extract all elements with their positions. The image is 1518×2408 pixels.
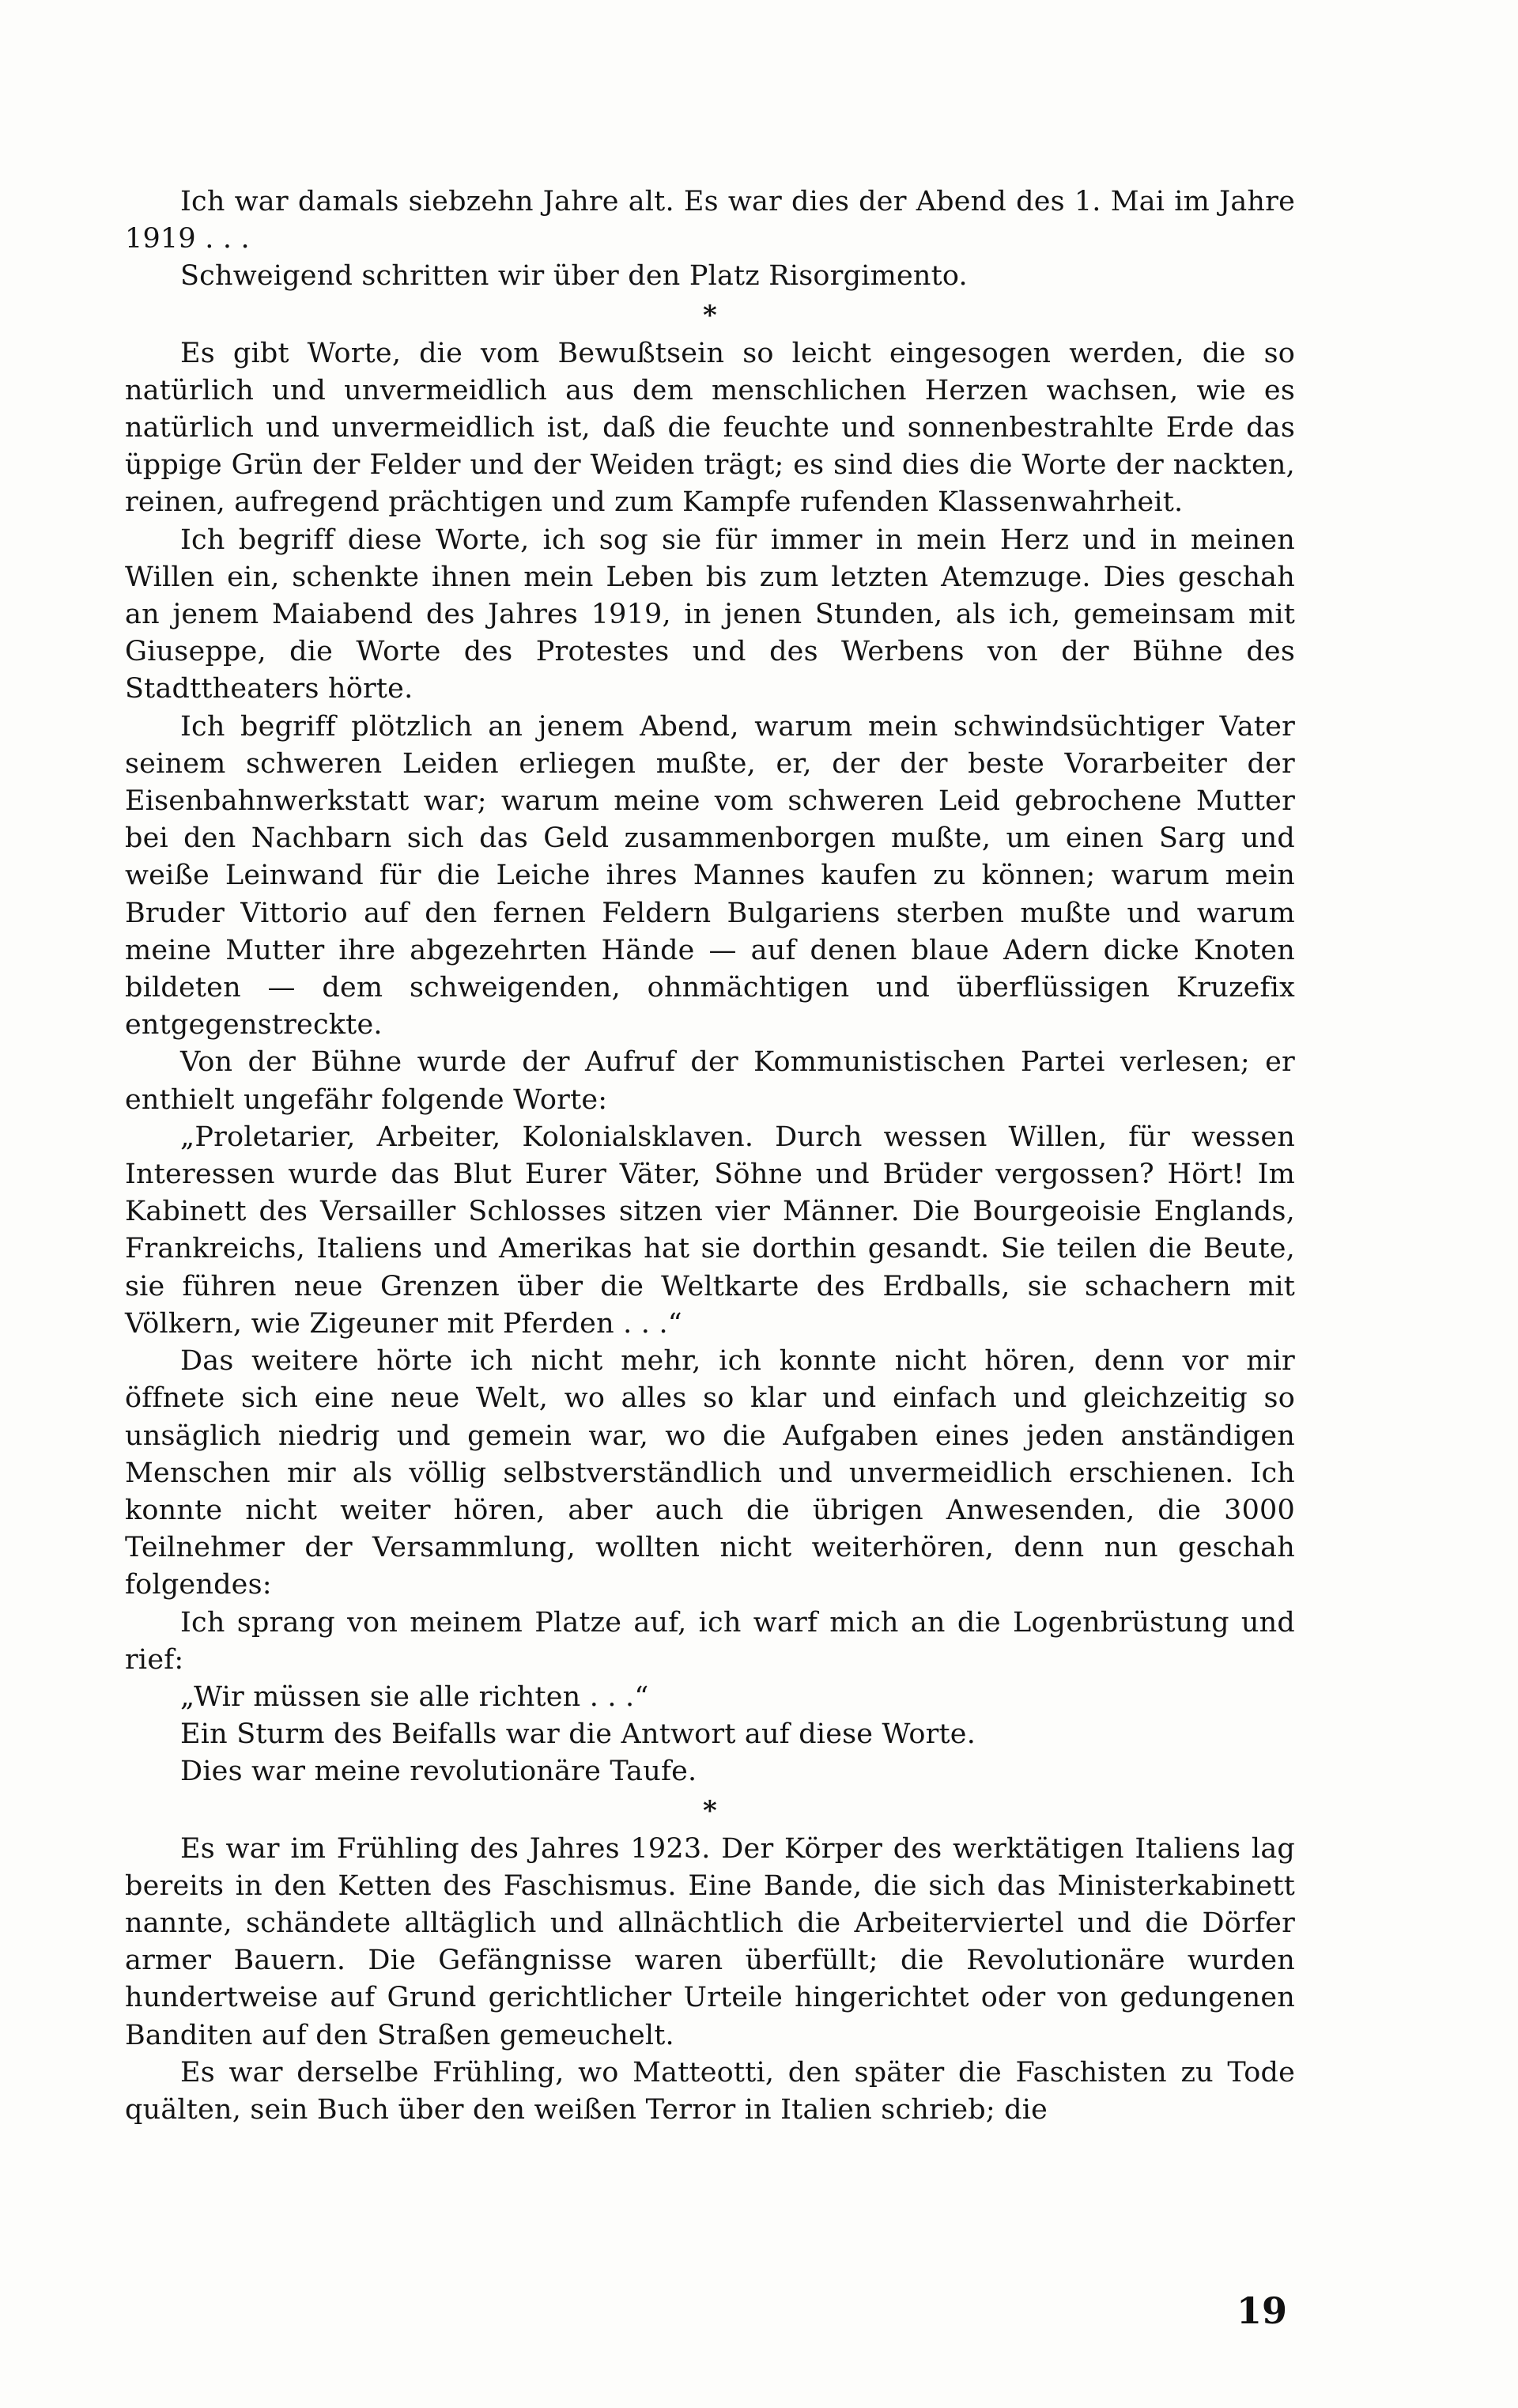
paragraph: Ein Sturm des Beifalls war die Antwort auf diese Worte. (180, 1718, 976, 1751)
paragraph: Es gibt Worte, die vom Bewußtsein so leicht eingesogen werden, die so natürlich und unvermeidlich aus dem menschlichen Herzen wachsen, wie es natürlich und unvermeidlich ist, daß die feuchte und sonnenbestrahlte Erde das üppige Grün der Felder und der Weiden trägt; es sind dies die Worte der nackten, reinen, aufregend prächtigen und zum Kampfe rufenden Klassenwahrheit. (125, 337, 1295, 519)
quote-paragraph: „Wir müssen sie alle richten . . .“ (180, 1680, 649, 1713)
section-separator: * (703, 299, 717, 331)
paragraph: Ich begriff plötzlich an jenem Abend, warum mein schwindsüchtiger Vater seinem schweren Leiden erliegen mußte, er, der der beste Vorarbeiter der Eisenbahnwerkstatt war; warum meine vom schweren Leid gebrochene Mutter bei den Nachbarn sich das Geld zusammenborgen mußte, um einen Sarg und weiße Leinwand für die Leiche ihres Mannes kaufen zu können; warum mein Bruder Vittorio auf den fernen Feldern Bulgariens sterben mußte und warum meine Mutter ihre abgezehrten Hände — auf denen blaue Adern dicke Knoten bildeten — dem schweigenden, ohnmächtigen und überflüssigen Kruzefix entgegenstreckte. (125, 710, 1295, 1041)
paragraph: Ich war damals siebzehn Jahre alt. Es war dies der Abend des 1. Mai im Jahre 1919 . . . (125, 186, 1295, 255)
body-text (125, 183, 1295, 2129)
paragraph: Es war im Frühling des Jahres 1923. Der Körper des werktätigen Italiens lag bereits in den Ketten des Faschismus. Eine Bande, die sich das Ministerkabinett nannte, schändete alltäglich und allnächtlich die Arbeiterviertel und die Dörfer armer Bauern. Die Gefängnisse waren überfüllt; die Revolutionäre wurden hundertweise auf Grund gerichtlicher Urteile hingerichtet oder von gedungenen Banditen auf den Straßen gemeuchelt. (125, 1832, 1295, 2051)
paragraph: Schweigend schritten wir über den Platz Risorgimento. (180, 260, 968, 293)
quote-paragraph: „Proletarier, Arbeiter, Kolonialsklaven. Durch wessen Willen, für wessen Interessen wurde das Blut Eurer Väter, Söhne und Brüder vergossen? Hört! Im Kabinett des Versailler Schlosses sitzen vier Männer. Die Bourgeoisie Englands, Frankreichs, Italiens und Amerikas hat sie dorthin gesandt. Sie teilen die Beute, sie führen neue Grenzen über die Weltkarte des Erdballs, sie schachern mit Völkern, wie Zigeuner mit Pferden . . .“ (125, 1121, 1295, 1340)
page-number: 19 (1236, 2289, 1287, 2332)
section-separator: * (703, 1794, 717, 1827)
paragraph: Ich begriff diese Worte, ich sog sie für immer in mein Herz und in meinen Willen ein, schenkte ihnen mein Leben bis zum letzten Atemzuge. Dies geschah an jenem Maiabend des Jahres 1919, in jenen Stunden, als ich, gemeinsam mit Giuseppe, die Worte des Protestes und des Werbens von der Bühne des Stadttheaters hörte. (125, 524, 1295, 705)
paragraph: Das weitere hörte ich nicht mehr, ich konnte nicht hören, denn vor mir öffnete sich eine neue Welt, wo alles so klar und einfach und gleichzeitig so unsäglich niedrig und gemein war, wo die Aufgaben eines jeden anständigen Menschen mir als völlig selbstverständlich und unvermeidlich erschienen. Ich konnte nicht weiter hören, aber auch die übrigen Anwesenden, die 3000 Teilnehmer der Versammlung, wollten nicht weiterhören, denn nun geschah folgendes: (125, 1345, 1295, 1601)
paragraph: Dies war meine revolutionäre Taufe. (180, 1756, 697, 1788)
paragraph: Ich sprang von meinem Platze auf, ich warf mich an die Logenbrüstung und rief: (125, 1606, 1295, 1676)
paragraph: Es war derselbe Frühling, wo Matteotti, den später die Faschisten zu Tode quälten, sein Buch über den weißen Terror in Italien schrieb; die (125, 2056, 1295, 2126)
paragraph: Von der Bühne wurde der Aufruf der Kommunistischen Partei verlesen; er enthielt ungefähr folgende Worte: (125, 1046, 1295, 1116)
